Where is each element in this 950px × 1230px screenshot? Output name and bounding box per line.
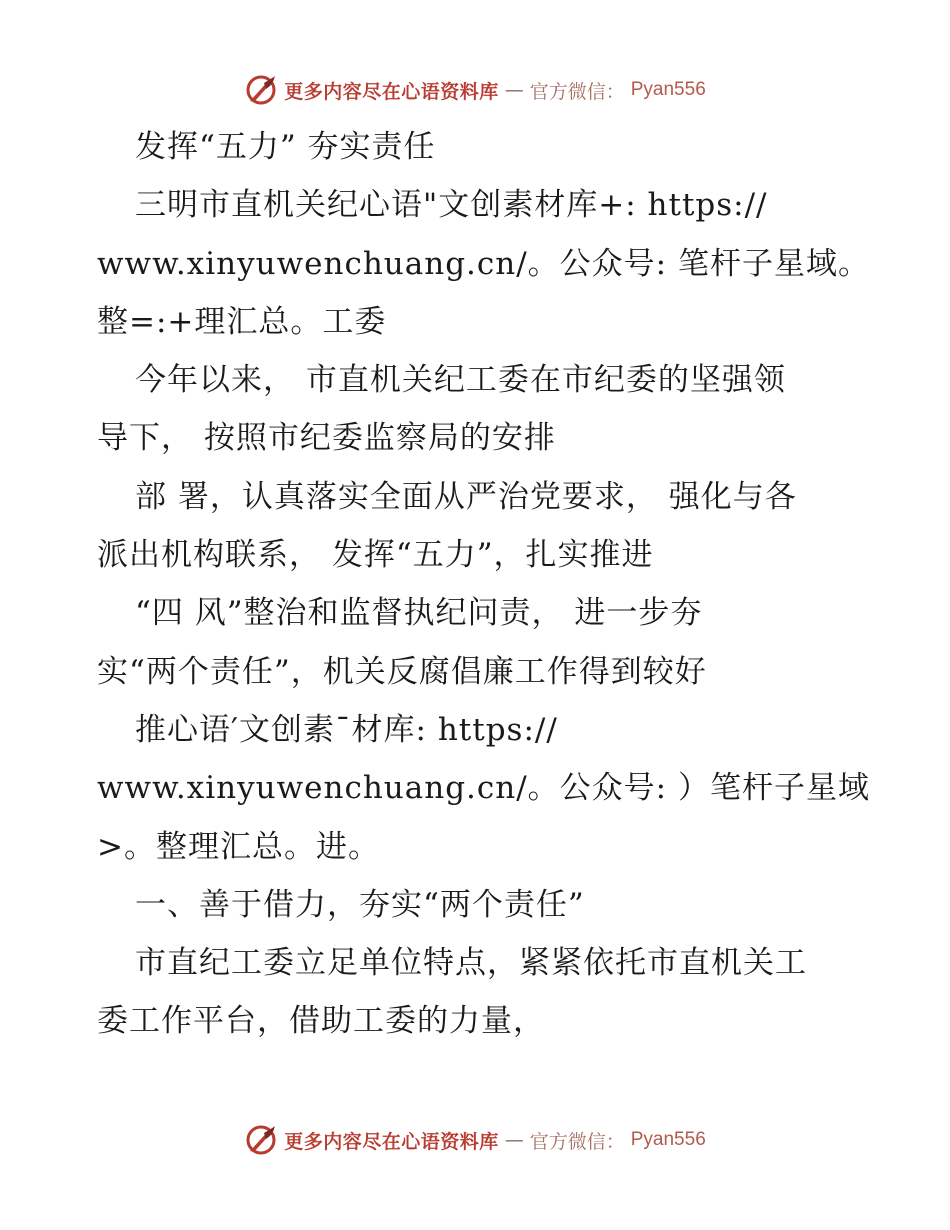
footer-banner	[0, 1120, 950, 1160]
quill-logo-icon	[244, 1123, 278, 1157]
banner-separator: —	[504, 1129, 524, 1151]
banner-wechat-id: Pyan556	[630, 1129, 706, 1150]
doc-line: 整=:+理汇总。工委	[97, 303, 387, 340]
banner-separator: —	[504, 79, 524, 101]
doc-line: www.xinyuwenchuang.cn/。公众号: ）笔杆子星域	[97, 770, 870, 807]
doc-title: 发挥“五力” 夯实责任	[135, 129, 436, 165]
doc-line: 三明市直机关纪心语"文创素材库+: https://	[135, 187, 768, 224]
doc-line: 推心语′文创素¯材库: https://	[135, 711, 558, 748]
document-body	[97, 118, 870, 1051]
banner-wechat-label: 官方微信：	[529, 1130, 625, 1153]
doc-line: 部 署，认真落实全面从严治党要求， 强化与各	[135, 478, 797, 515]
banner-wechat-label: 官方微信：	[529, 80, 625, 103]
quill-logo-icon	[244, 73, 278, 107]
doc-line: 今年以来， 市直机关纪工委在市纪委的坚强领	[135, 362, 786, 399]
doc-line: 委工作平台，借助工委的力量，	[97, 1003, 545, 1040]
doc-line: 实“两个责任”，机关反腐倡廉工作得到较好	[97, 653, 707, 690]
banner-wechat-id: Pyan556	[630, 79, 706, 100]
header-banner	[0, 70, 950, 110]
banner-main-text: 更多内容尽在心语资料库	[284, 1130, 499, 1153]
doc-line: >。整理汇总。进。	[97, 828, 380, 865]
doc-line: 导下， 按照市纪委监察局的安排	[97, 420, 556, 457]
doc-line: 派出机构联系， 发挥“五力”，扎实推进	[97, 537, 654, 574]
section-heading: 一、善于借力，夯实“两个责任”	[135, 886, 585, 923]
banner-main-text: 更多内容尽在心语资料库	[284, 80, 499, 103]
doc-line: www.xinyuwenchuang.cn/。公众号: 笔杆子星域。	[97, 245, 870, 282]
doc-line: “四 风”整治和监督执纪问责， 进一步夯	[135, 595, 703, 632]
doc-line: 市直纪工委立足单位特点，紧紧依托市直机关工	[135, 945, 807, 982]
